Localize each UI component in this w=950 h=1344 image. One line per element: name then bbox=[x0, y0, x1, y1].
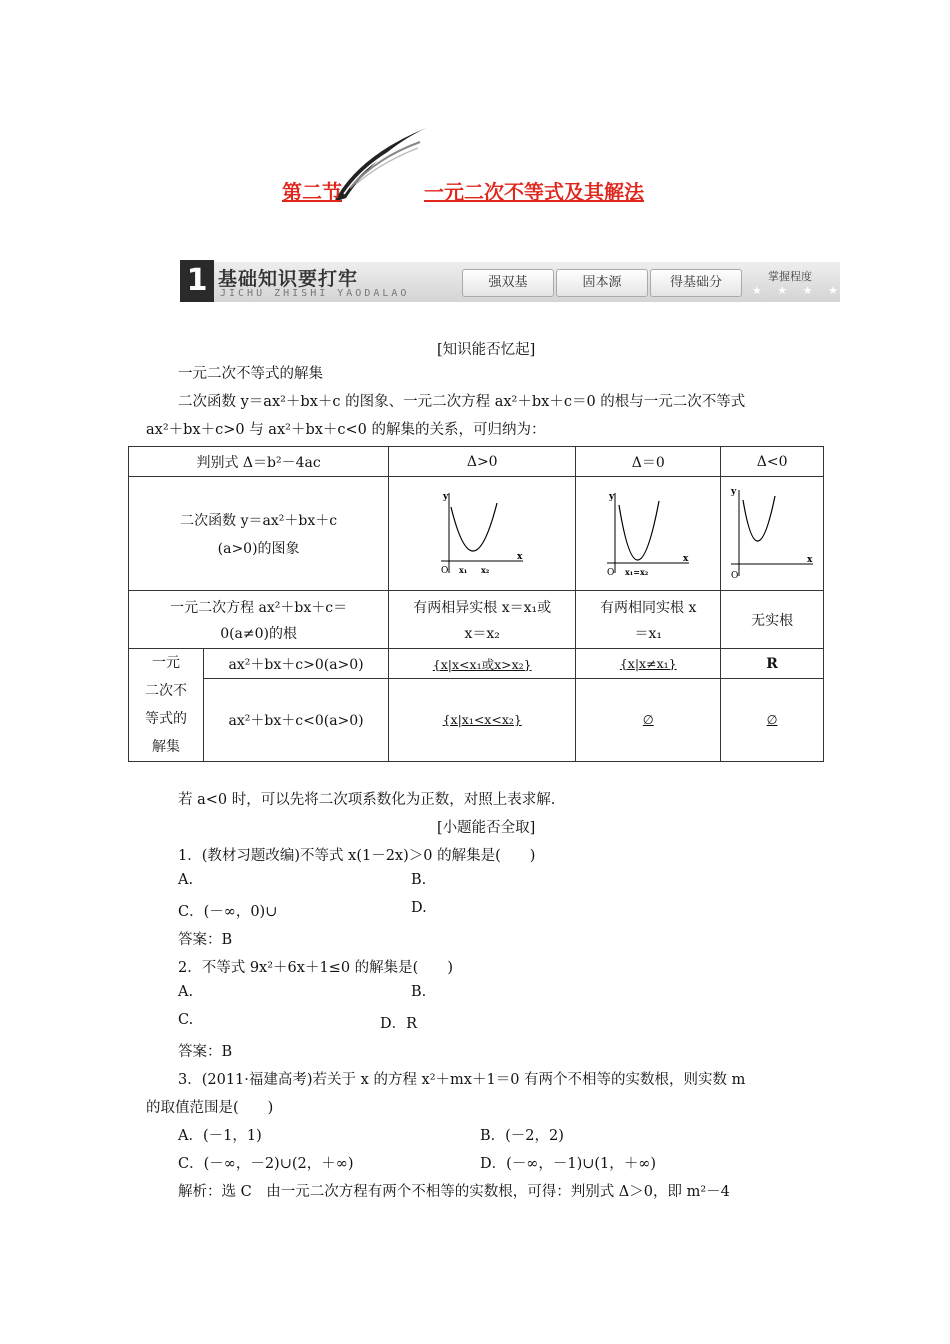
header-delta-negative: Δ<0 bbox=[721, 447, 824, 477]
q3-option-a[interactable]: A．(－1，1) bbox=[178, 1128, 262, 1144]
q3-option-c[interactable]: C．(－∞，－2)∪(2，＋∞) bbox=[178, 1156, 354, 1172]
q3-option-d[interactable]: D．(－∞，－1)∪(1，＋∞) bbox=[480, 1156, 657, 1172]
eq-label-line-2: 0(a≠0)的根 bbox=[220, 625, 298, 642]
sol-label-2: 二次不 bbox=[145, 683, 187, 699]
solution-gt-one-root: {x|x≠x₁} bbox=[619, 655, 677, 671]
eq-label-line-1: 一元二次方程 ax²＋bx＋c＝ bbox=[170, 599, 348, 616]
origin-label: O bbox=[731, 570, 739, 580]
swoosh-decoration-icon bbox=[330, 126, 430, 204]
mastery-stars-icon: ★ ★ ★ ★ ★ bbox=[752, 284, 870, 297]
negative-a-note: 若 a<0 时，可以先将二次项系数化为正数，对照上表求解. bbox=[178, 792, 556, 808]
axis-x-label: x bbox=[683, 553, 689, 564]
parabola-one-root-graph bbox=[603, 487, 693, 577]
graph-one-root-cell bbox=[576, 477, 721, 591]
graph-row-label bbox=[129, 477, 389, 591]
double-root-label: x₁=x₂ bbox=[625, 566, 649, 577]
roots-row-label bbox=[129, 591, 389, 649]
q3-stem-line-1: 3．(2011·福建高考)若关于 x 的方程 x²＋mx＋1＝0 有两个不相等的实数根，则实数 m bbox=[178, 1072, 746, 1088]
intro-line-1: 二次函数 y＝ax²＋bx＋c 的图象、一元二次方程 ax²＋bx＋c＝0 的根与一元二次不等式 bbox=[178, 394, 746, 410]
banner-button-qiangshuangji[interactable]: 强双基 bbox=[462, 269, 554, 297]
roots-two-line-2: x＝x₂ bbox=[464, 625, 500, 642]
banner-button-gubenyuan[interactable]: 固本源 bbox=[556, 269, 648, 297]
section-heading-knowledge: [知识能否忆起] bbox=[437, 342, 536, 358]
axis-x-label: x bbox=[517, 551, 523, 562]
graph-no-roots-cell bbox=[721, 477, 824, 591]
graph-label-line-2: (a>0)的图象 bbox=[217, 540, 300, 557]
roots-none-cell: 无实根 bbox=[721, 591, 824, 649]
section-number: 第二节 bbox=[282, 180, 342, 204]
banner-button-dejichufen[interactable]: 得基础分 bbox=[650, 269, 742, 297]
solution-set-row-label bbox=[129, 649, 204, 762]
sol-label-4: 解集 bbox=[152, 739, 180, 755]
banner-subtitle: JICHU ZHISHI YAODALAO bbox=[220, 288, 410, 299]
q3-analysis: 解析：选 C 由一元二次方程有两个不相等的实数根，可得：判别式 Δ＞0，即 m²－4 bbox=[178, 1184, 730, 1200]
q2-option-a[interactable]: A. bbox=[178, 984, 194, 1000]
roots-two-cell bbox=[389, 591, 576, 649]
q3-stem-line-2: 的取值范围是( ) bbox=[146, 1100, 274, 1116]
sol-label-1: 一元 bbox=[152, 655, 180, 671]
parabola-two-roots-graph bbox=[437, 487, 527, 577]
solution-lt-one-root: ∅ bbox=[642, 712, 654, 728]
graph-two-roots-cell bbox=[389, 477, 576, 591]
header-delta-positive: Δ>0 bbox=[389, 447, 576, 477]
q2-stem: 2．不等式 9x²＋6x＋1≤0 的解集是( ) bbox=[178, 960, 453, 976]
q3-option-b[interactable]: B．(－2，2) bbox=[480, 1128, 564, 1144]
roots-one-cell bbox=[576, 591, 721, 649]
header-delta-zero: Δ＝0 bbox=[576, 447, 721, 477]
page-title: 一元二次不等式及其解法 bbox=[424, 180, 644, 204]
axis-y-label: y bbox=[443, 491, 449, 502]
origin-label: O bbox=[441, 565, 449, 576]
q2-option-c[interactable]: C. bbox=[178, 1012, 194, 1028]
axis-y-label: y bbox=[731, 486, 737, 497]
parabola-no-roots-graph bbox=[727, 484, 817, 580]
root-x2-label: x₂ bbox=[481, 564, 490, 575]
inequality-less: ax²＋bx＋c<0(a>0) bbox=[204, 679, 389, 762]
roots-one-line-2: ＝x₁ bbox=[634, 625, 662, 642]
q2-answer: 答案：B bbox=[178, 1044, 233, 1060]
q1-option-d[interactable]: D. bbox=[411, 900, 427, 916]
roots-one-line-1: 有两相同实根 x bbox=[600, 599, 697, 616]
header-discriminant: 判别式 Δ＝b²－4ac bbox=[129, 447, 389, 477]
sol-label-3: 等式的 bbox=[145, 711, 187, 727]
solution-gt-two-roots: {x|x<x₁或x>x₂} bbox=[432, 656, 532, 672]
q1-answer: 答案：B bbox=[178, 932, 233, 948]
root-x1-label: x₁ bbox=[459, 564, 468, 575]
origin-label: O bbox=[607, 567, 615, 577]
roots-two-line-1: 有两相异实根 x＝x₁或 bbox=[413, 599, 552, 616]
intro-line-2: ax²＋bx＋c>0 与 ax²＋bx＋c<0 的解集的关系，可归纳为： bbox=[146, 422, 546, 438]
solution-set-table bbox=[128, 446, 824, 762]
q2-option-b[interactable]: B. bbox=[411, 984, 427, 1000]
banner-number: 1 bbox=[180, 260, 214, 302]
q1-stem: 1．(教材习题改编)不等式 x(1－2x)＞0 的解集是( ) bbox=[178, 848, 536, 864]
inequality-greater: ax²＋bx＋c>0(a>0) bbox=[204, 649, 389, 679]
solution-lt-two-roots: {x|x₁<x<x₂} bbox=[442, 712, 522, 728]
solution-gt-no-roots: R bbox=[721, 649, 824, 679]
mastery-label: 掌握程度 bbox=[768, 270, 812, 283]
graph-label-line-1: 二次函数 y＝ax²＋bx＋c bbox=[180, 512, 338, 529]
axis-y-label: y bbox=[609, 491, 615, 502]
q1-option-c[interactable]: C．(－∞，0)∪ bbox=[178, 904, 278, 920]
topic-heading: 一元二次不等式的解集 bbox=[178, 366, 323, 382]
section-heading-exercises: [小题能否全取] bbox=[437, 820, 536, 836]
banner-title: 基础知识要打牢 bbox=[218, 268, 359, 290]
q1-option-a[interactable]: A. bbox=[178, 872, 194, 888]
q2-option-d[interactable]: D．R bbox=[380, 1016, 418, 1032]
solution-lt-no-roots: ∅ bbox=[766, 712, 778, 728]
q1-option-b[interactable]: B. bbox=[411, 872, 427, 888]
axis-x-label: x bbox=[807, 554, 813, 565]
